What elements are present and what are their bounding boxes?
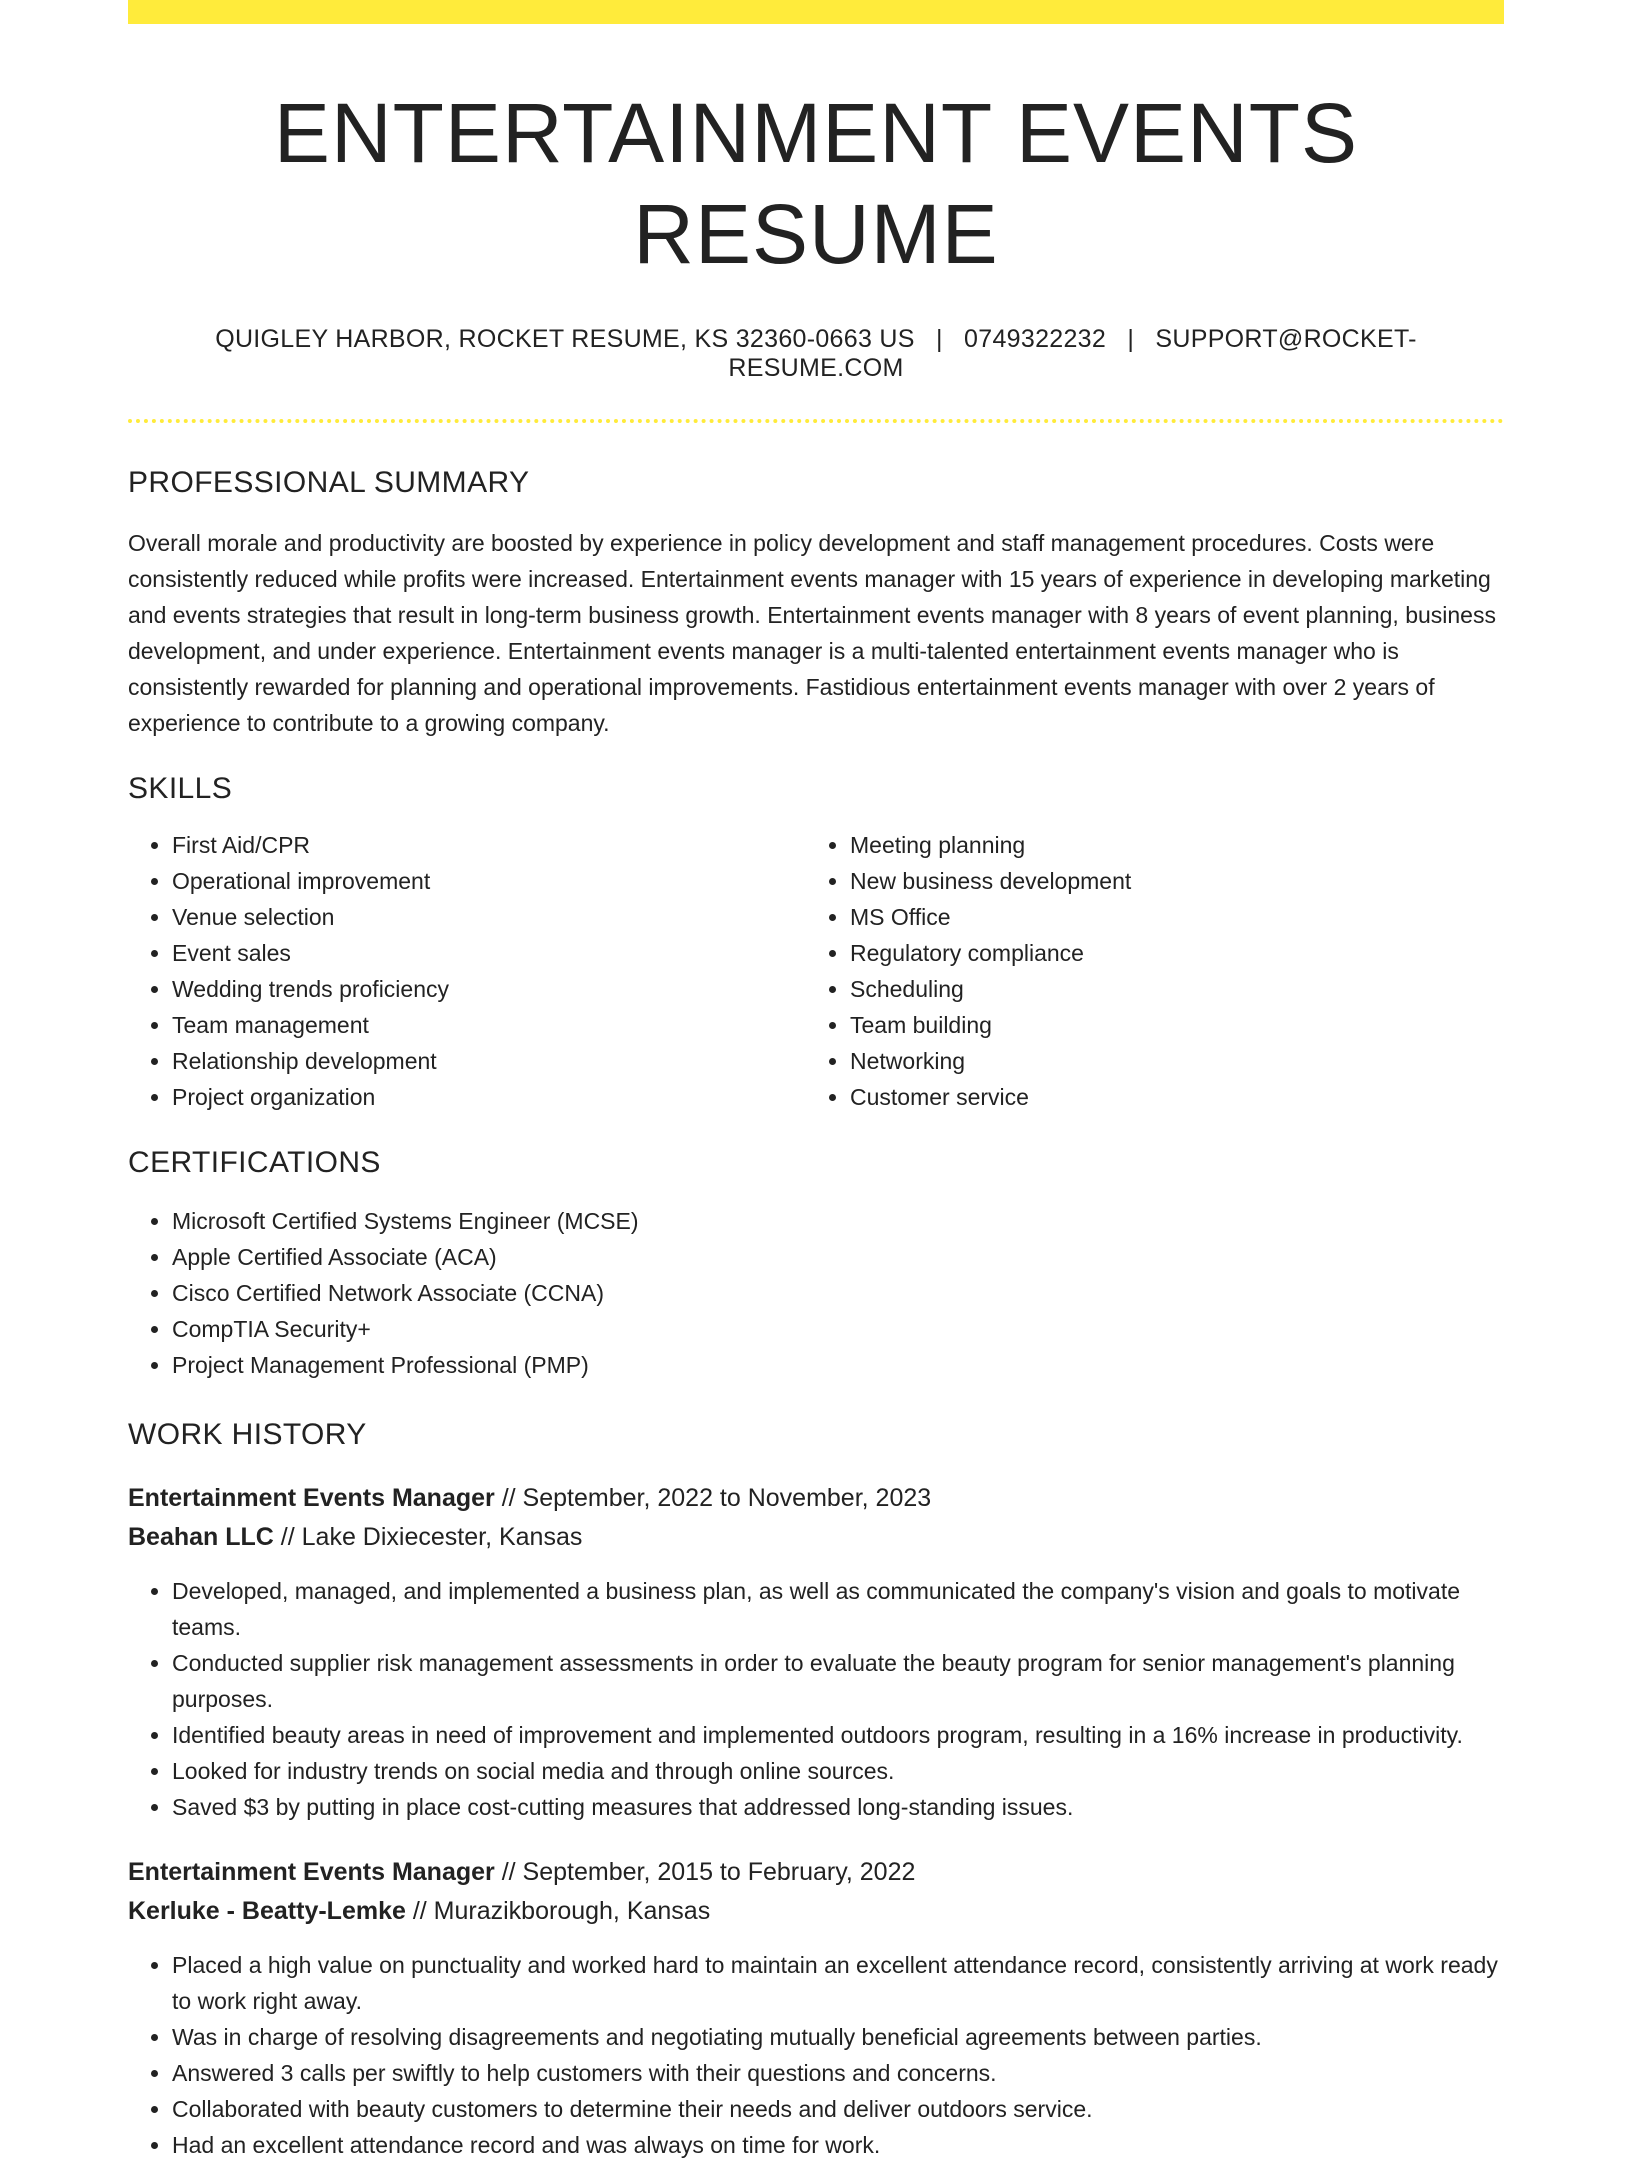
contact-address: QUIGLEY HARBOR, ROCKET RESUME, KS 32360-0663 US	[215, 324, 915, 353]
skill-item: • Regulatory compliance	[850, 935, 1484, 971]
job-role: Entertainment Events Manager	[128, 1483, 495, 1512]
job-bullet: • Developed, managed, and implemented a business plan, as well as communicated the company's vision and goals to motivate teams.	[172, 1573, 1504, 1645]
skill-item: • Team management	[172, 1007, 806, 1043]
skill-item: • Operational improvement	[172, 863, 806, 899]
job-dates: // September, 2022 to November, 2023	[494, 1483, 932, 1512]
job-bullet: • Saved $3 by putting in place cost-cutting measures that addressed long-standing issues.	[172, 1789, 1504, 1825]
resume-page	[128, 0, 1504, 2163]
job-bullet: • Was in charge of resolving disagreements and negotiating mutually beneficial agreements between parties.	[172, 2019, 1504, 2055]
job-entry	[128, 1479, 1504, 1825]
certification-item: • Cisco Certified Network Associate (CCNA)	[172, 1275, 1504, 1311]
job-bullet: • Looked for industry trends on social media and through online sources.	[172, 1753, 1504, 1789]
job-entry	[128, 1853, 1504, 2163]
job-location: // Murazikborough, Kansas	[405, 1896, 711, 1925]
resume-title: ENTERTAINMENT EVENTS RESUME	[273, 86, 1359, 281]
skill-item: • Scheduling	[850, 971, 1484, 1007]
contact-line	[128, 325, 1504, 383]
job-bullet: • Collaborated with beauty customers to determine their needs and deliver outdoors service.	[172, 2091, 1504, 2127]
skill-item: • Meeting planning	[850, 827, 1484, 863]
job-bullet: • Conducted supplier risk management assessments in order to evaluate the beauty program for senior management's planning purposes.	[172, 1645, 1504, 1717]
job-location: // Lake Dixiecester, Kansas	[273, 1522, 583, 1551]
dotted-divider	[128, 419, 1504, 423]
accent-bar	[128, 0, 1504, 24]
job-dates: // September, 2015 to February, 2022	[494, 1857, 916, 1886]
skill-item: • Wedding trends proficiency	[172, 971, 806, 1007]
section-title-summary: PROFESSIONAL SUMMARY	[128, 465, 530, 499]
skills-column-left	[128, 827, 806, 1115]
job-bullets	[128, 1573, 1504, 1825]
certification-item: • Apple Certified Associate (ACA)	[172, 1239, 1504, 1275]
skill-item: • Venue selection	[172, 899, 806, 935]
skills-grid	[128, 827, 1504, 1115]
skill-item: • First Aid/CPR	[172, 827, 806, 863]
job-bullet: • Had an excellent attendance record and was always on time for work.	[172, 2127, 1504, 2163]
contact-phone: 0749322232	[964, 324, 1107, 353]
job-company-line	[128, 1518, 1504, 1557]
skill-item: • Team building	[850, 1007, 1484, 1043]
job-bullets	[128, 1947, 1504, 2163]
certifications-list	[128, 1203, 1504, 1383]
certification-item: • Project Management Professional (PMP)	[172, 1347, 1504, 1383]
skills-column-right	[806, 827, 1484, 1115]
skill-item: • Event sales	[172, 935, 806, 971]
contact-separator: |	[1127, 324, 1135, 353]
skill-item: • New business development	[850, 863, 1484, 899]
skill-item: • Customer service	[850, 1079, 1484, 1115]
job-role: Entertainment Events Manager	[128, 1857, 495, 1886]
skills-list-right	[806, 827, 1484, 1115]
skills-list-left	[128, 827, 806, 1115]
job-role-line	[128, 1853, 1504, 1892]
section-title-work-history: WORK HISTORY	[128, 1417, 367, 1451]
job-company: Beahan LLC	[128, 1522, 274, 1551]
job-role-line	[128, 1479, 1504, 1518]
job-company: Kerluke - Beatty-Lemke	[128, 1896, 406, 1925]
certification-item: • CompTIA Security+	[172, 1311, 1504, 1347]
job-bullet: • Answered 3 calls per swiftly to help customers with their questions and concerns.	[172, 2055, 1504, 2091]
section-title-certifications: CERTIFICATIONS	[128, 1145, 381, 1179]
skill-item: • Networking	[850, 1043, 1484, 1079]
job-bullet: • Identified beauty areas in need of improvement and implemented outdoors program, resulting in a 16% increase in productivity.	[172, 1717, 1504, 1753]
job-bullet: • Placed a high value on punctuality and worked hard to maintain an excellent attendance record, consistently arriving at work ready to work right away.	[172, 1947, 1504, 2019]
skill-item: • Relationship development	[172, 1043, 806, 1079]
job-company-line	[128, 1892, 1504, 1931]
section-title-skills: SKILLS	[128, 771, 233, 805]
skill-item: • Project organization	[172, 1079, 806, 1115]
certification-item: • Microsoft Certified Systems Engineer (MCSE)	[172, 1203, 1504, 1239]
summary-text: Overall morale and productivity are boosted by experience in policy development and staff management procedures. Costs were consistently reduced while profits were increased. Entertainment events manager with 15 years of experience in developing marketing and events strategies that result in long-term business growth. Entertainment events manager with 8 years of event planning, business development, and under experience. Entertainment events manager is a multi-talented entertainment events manager who is consistently rewarded for planning and operational improvements. Fastidious entertainment events manager with over 2 years of experience to contribute to a growing company.	[128, 529, 1496, 736]
contact-separator: |	[936, 324, 943, 353]
skill-item: • MS Office	[850, 899, 1484, 935]
contact-email: SUPPORT@ROCKET-RESUME.COM	[728, 324, 1417, 382]
